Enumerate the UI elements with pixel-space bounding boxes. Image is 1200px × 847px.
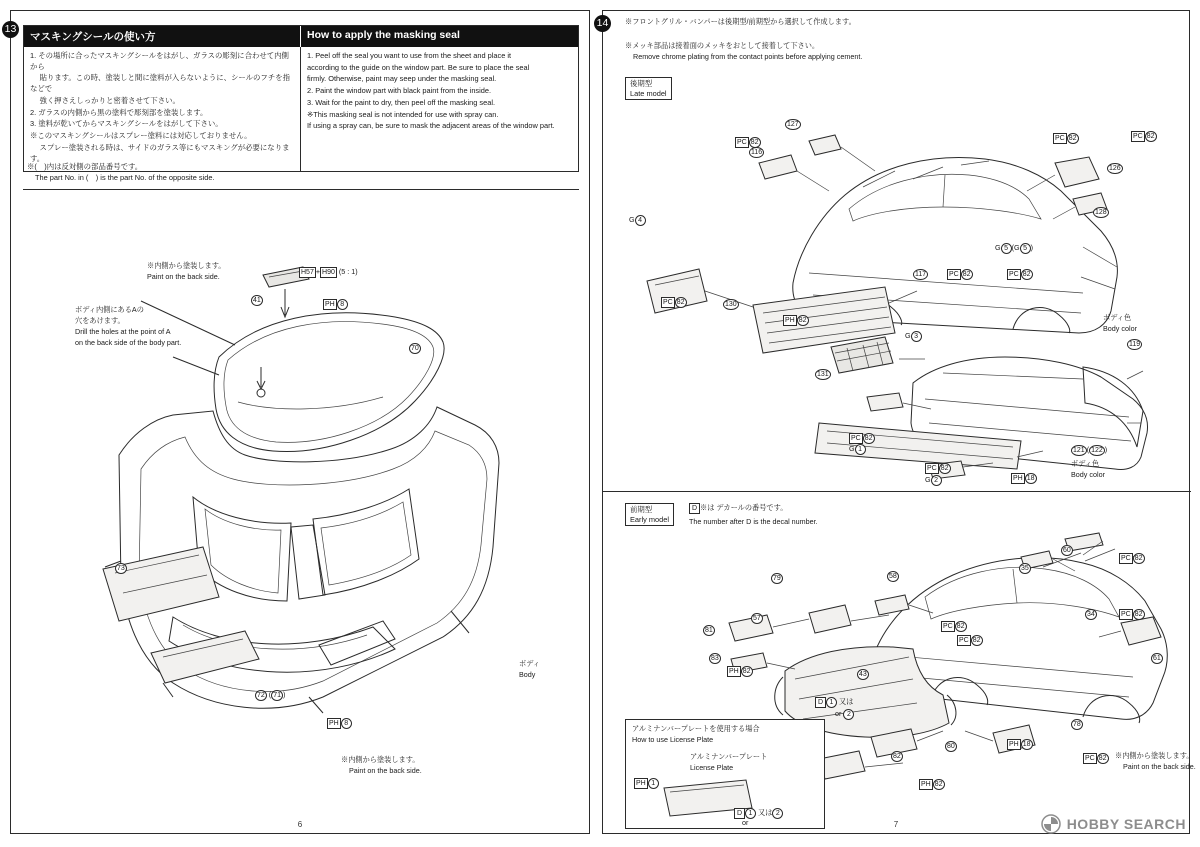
masking-jp-line: 1. その場所に合ったマスキングシールをはがし、ガラスの彫刻に合わせて内側から <box>30 51 289 71</box>
part-82: 82 <box>893 753 901 760</box>
mark-c82-12: PC 82 <box>943 623 965 630</box>
license-plate-en: License Plate <box>690 763 734 772</box>
part-117: 117 <box>915 271 927 278</box>
part-paint-mix: H57 + H90 (5 : 1) <box>301 267 358 276</box>
part-58: 58 <box>889 573 897 580</box>
late-model-label-jp: 後期型 <box>630 79 653 88</box>
part-119: 119 <box>1129 341 1141 348</box>
mark-c82-11: PH 82 <box>729 668 751 675</box>
part-78: 78 <box>1073 721 1081 728</box>
masking-header-jp: マスキングシールの使い方 <box>24 26 301 47</box>
watermark-logo-icon <box>1041 814 1061 834</box>
part-61: 61 <box>1153 655 1161 662</box>
license-title-en: How to use License Plate <box>632 735 714 744</box>
license-plate-box <box>625 719 825 829</box>
masking-jp-line: 2. ガラスの内側から黒の塗料で彫刻部を塗装します。 <box>30 107 208 117</box>
masking-en-line: firmly. Otherwise, paint may seep under the masking seal. <box>307 74 497 84</box>
body-label-jp: ボディ <box>519 659 540 668</box>
masking-instructions-table <box>23 25 579 172</box>
license-or-en: or <box>742 818 749 827</box>
body-color-en-1: Body color <box>1103 324 1137 333</box>
mark-c82-3: PC 82 <box>1133 133 1155 140</box>
body-interior-illustration <box>23 197 583 817</box>
mark-c82-4: PC 82 <box>663 299 685 306</box>
drill-note-jp-2: 穴をあけます。 <box>75 316 125 325</box>
left-page <box>4 10 590 834</box>
part-131: 131 <box>817 371 829 378</box>
opposite-note-jp: ※( )内は反対側の部品番号です。 <box>27 162 143 171</box>
part-g1: G 1 <box>849 444 866 455</box>
decal-note-jp: D ※は デカールの番号です。 <box>689 503 787 514</box>
opposite-part-note <box>27 161 215 183</box>
mark-c82-1: PC 82 <box>737 139 759 146</box>
mark-c82-7: PC 82 <box>851 435 873 442</box>
watermark-text: HOBBY SEARCH <box>1066 816 1186 832</box>
part-g5-pair: G 5 (G 5 ) <box>995 243 1033 252</box>
drill-note-jp-1: ボディ内側にあるAの <box>75 305 144 314</box>
masking-jp-line: 3. 塗料が乾いてからマスキングシールをはがして下さい。 <box>30 119 223 129</box>
early-model-label-jp: 前期型 <box>630 505 653 514</box>
part-35: 35 <box>1021 565 1029 572</box>
masking-en-line: according to the guide on the window part. Be sure to place the seal <box>307 62 530 72</box>
mark-c82-15: PC 82 <box>1085 755 1107 762</box>
drill-note-en-2: on the back side of the body part. <box>75 338 182 347</box>
early-model-label <box>625 503 674 526</box>
paint-back-bottom-jp: ※内側から塗装します。 <box>341 755 420 764</box>
body-color-en-2: Body color <box>1071 470 1105 479</box>
watermark <box>1041 814 1186 834</box>
mark-c82-2: PC 82 <box>1055 135 1077 142</box>
chrome-note-jp: ※メッキ部品は接着面のメッキをおとして接着して下さい。 <box>625 41 820 50</box>
late-model-label-en: Late model <box>630 88 667 98</box>
mark-c82-5: PC 82 <box>949 271 971 278</box>
masking-en-line: 1. Peel off the seal you want to use from the sheet and place it <box>307 51 512 60</box>
mark-c82-8: PC 82 <box>927 465 949 472</box>
part-121-122: 121 ( 122 ) <box>1073 445 1108 454</box>
paint-back-bottom-en: Paint on the back side. <box>349 766 422 775</box>
masking-en-line: 2. Paint the window part with black paint from the inside. <box>307 86 492 96</box>
license-title-jp: アルミナンバープレートを使用する場合 <box>632 724 760 733</box>
mark-c82-13: PC 82 <box>959 637 981 644</box>
masking-body-jp <box>24 47 301 171</box>
part-127: 127 <box>787 121 799 128</box>
mark-h8-b: PH 8 <box>327 718 352 729</box>
part-g3: G 3 <box>905 331 922 342</box>
part-128: 128 <box>1095 209 1107 216</box>
masking-en-line: ※This masking seal is not intended for use with spray can. <box>307 109 499 119</box>
masking-en-line: 3. Wait for the paint to dry, then peel off the masking seal. <box>307 97 496 107</box>
mark-h8-a: PH 8 <box>323 299 348 310</box>
part-57: 57 <box>753 615 761 622</box>
part-g4: G 4 <box>629 215 646 226</box>
part-70: 70 <box>411 345 419 352</box>
license-d-or: D 1 又は 2 <box>734 808 783 819</box>
mark-h18-2: PH 18 <box>1009 741 1031 748</box>
right-page <box>596 10 1196 834</box>
paint-back-jp-right: ※内側から塗装します。 <box>1115 751 1194 760</box>
body-color-jp-2: ボディ色 <box>1071 459 1100 468</box>
step-13-number: 13 <box>2 21 19 38</box>
masking-jp-line: ※このマスキングシールはスプレー塗料には対応しておりません。 <box>30 131 252 141</box>
part-72-71: 72 ( 71 ) <box>257 690 286 699</box>
part-41: 41 <box>253 297 261 304</box>
opposite-note-en: The part No. in ( ) is the part No. of the opposite side. <box>35 173 215 183</box>
masking-jp-line: 強く押さえしっかりと密着させて下さい。 <box>30 95 180 105</box>
license-plate-jp: アルミナンバープレート <box>690 752 768 761</box>
part-79: 79 <box>773 575 781 582</box>
left-page-number: 6 <box>297 820 303 829</box>
paint-code-h57: H57 <box>301 269 314 276</box>
chrome-note-en: Remove chrome plating from the contact points before applying cement. <box>633 52 863 61</box>
part-g2: G 2 <box>925 475 942 486</box>
mark-c82-9: PC 82 <box>1121 555 1143 562</box>
body-color-jp-1: ボディ色 <box>1103 313 1132 322</box>
part-43: 43 <box>859 671 867 678</box>
part-73: 73 <box>117 565 125 572</box>
masking-en-line: If using a spray can, be sure to mask the adjacent areas of the window part. <box>307 121 555 131</box>
late-model-illustration <box>613 67 1179 487</box>
divider <box>23 189 579 190</box>
decal-note-en: The number after D is the decal number. <box>689 517 818 526</box>
part-83: 83 <box>711 655 719 662</box>
body-label-en: Body <box>519 670 536 679</box>
part-d1-or: D 1 又は <box>815 697 853 708</box>
part-80: 80 <box>947 743 955 750</box>
part-81: 81 <box>705 627 713 634</box>
paint-code-h90: H90 <box>322 269 335 276</box>
panel-divider <box>603 491 1191 492</box>
part-d1-or-en: or 2 <box>835 709 854 720</box>
license-mark-h1: PH 1 <box>634 778 659 789</box>
paint-back-top-en: Paint on the back side. <box>147 272 220 281</box>
masking-header-en: How to apply the masking seal <box>301 26 578 47</box>
mark-h18: PH 18 <box>1013 475 1035 482</box>
early-model-label-en: Early model <box>630 514 670 524</box>
part-130: 130 <box>725 301 737 308</box>
masking-jp-line: 貼ります。この時、塗装しと間に塗料が入らないように、シールのフチを指などで <box>30 73 290 94</box>
masking-jp-line: スプレー塗装される時は、サイドのガラス等にもマスキングが必要になります。 <box>30 142 290 163</box>
paint-back-top-jp: ※内側から塗装します。 <box>147 261 226 270</box>
part-34: 34 <box>1087 611 1095 618</box>
decal-note-jp-text: ※は デカールの番号です。 <box>700 503 788 512</box>
mark-c82-14: PH 82 <box>921 781 943 788</box>
step-14-title-jp: ※フロントグリル・バンパーは後期型/前期型から選択して作成します。 <box>625 17 856 26</box>
part-116: 116 <box>751 149 763 156</box>
mark-c82-10: PC 82 <box>1121 611 1143 618</box>
part-126: 126 <box>1109 165 1121 172</box>
drill-note-en-1: Drill the holes at the point of A <box>75 327 171 336</box>
mark-c82-6: PC 82 <box>1009 271 1031 278</box>
right-page-number: 7 <box>893 820 899 829</box>
step-14-number: 14 <box>594 15 611 32</box>
paint-back-en-right: Paint on the back side. <box>1123 762 1196 771</box>
masking-body-en <box>301 47 578 171</box>
part-60: 60 <box>1063 547 1071 554</box>
mark-h82-1: PH 82 <box>785 317 807 324</box>
